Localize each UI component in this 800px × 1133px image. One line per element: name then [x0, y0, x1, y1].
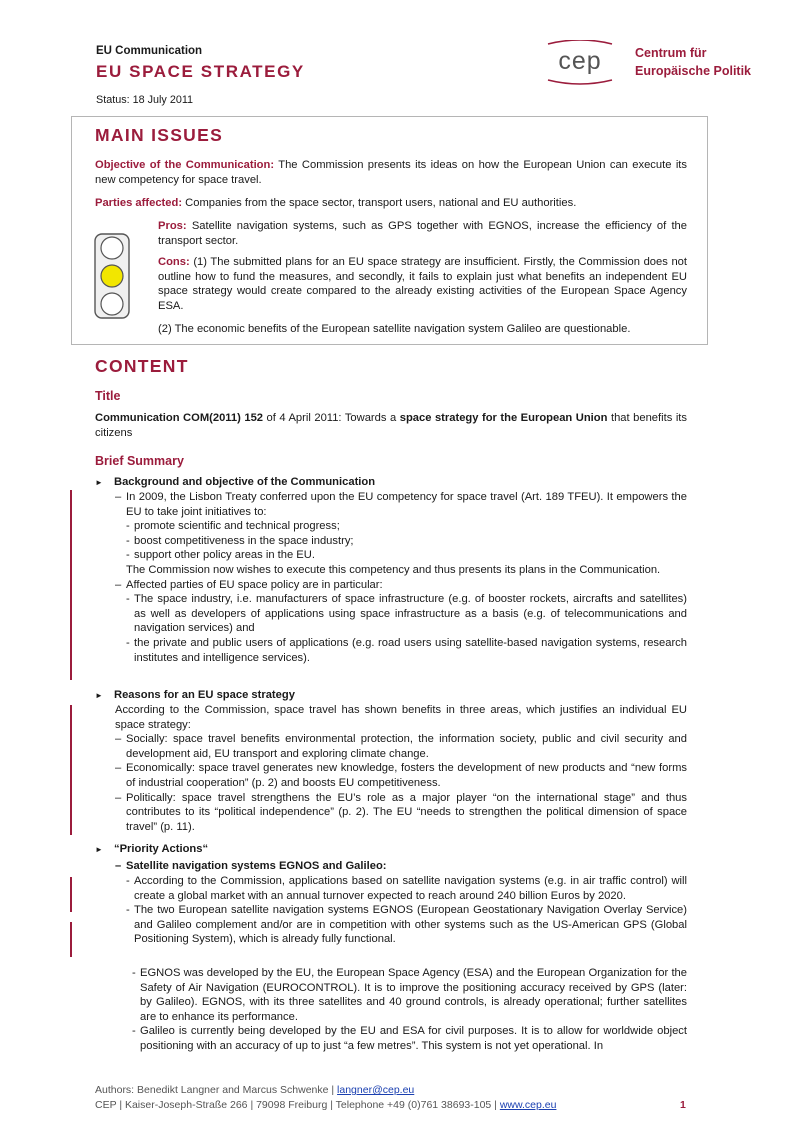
title-com-number: Communication COM(2011) 152	[95, 412, 264, 424]
list-item: – Socially: space travel benefits environmental protection, the information society, public and civil security and development aid, EU transport and exploring climate change.	[115, 733, 687, 760]
list-item-text: The two European satellite navigation systems EGNOS (European Geostationary Navigation Overlay Service) and Galileo complement and/or are in competition with other systems such as the US-American GPS (Global Positioning System), which is already fully functional.	[134, 904, 687, 946]
section-reasons-body	[115, 703, 687, 834]
title-paragraph	[95, 411, 687, 440]
list-item-text: boost competitiveness in the space industry;	[134, 534, 354, 547]
list-item: – Economically: space travel generates new knowledge, fosters the development of new products and “new forms of industrial cooperation” (p. 2) and boosts EU competitiveness.	[115, 762, 687, 789]
traffic-light-middle-lit	[101, 265, 123, 287]
logo-text	[635, 44, 751, 80]
arrow-bullet-icon: ►	[95, 478, 103, 487]
document-title: EU SPACE STRATEGY	[96, 62, 305, 81]
cons-label: Cons:	[158, 256, 190, 268]
title-text-b: that benefits its citizens	[95, 412, 688, 439]
content-heading: CONTENT	[95, 356, 189, 376]
cons-text: (1) The submitted plans for an EU space strategy are insufficient. Firstly, the Commission does not outline how to fund the measures, and secondly, it fails to explain just what benefits an independent EU space strategy would create compared to the already existing activities of the European Space Agency ESA.	[158, 256, 687, 312]
footer-authors-text: Authors: Benedikt Langner and Marcus Schwenke |	[95, 1084, 338, 1096]
list-item-text: the private and public users of applications (e.g. road users using satellite-based navigation systems, research institutes and intelligence services).	[134, 636, 687, 664]
list-item-text: Socially: space travel benefits environmental protection, the information society, public and civil security and development aid, EU transport and exploring climate change.	[126, 733, 687, 760]
traffic-light-top	[101, 237, 123, 259]
section-reasons-heading-text: Reasons for an EU space strategy	[114, 689, 295, 701]
title-heading: Title	[95, 389, 121, 403]
paragraph: According to the Commission, space travel has shown benefits in three areas, which justifies an individual EU space strategy:	[115, 704, 687, 731]
satnav-subheading-text: Satellite navigation systems EGNOS and Galileo:	[126, 860, 387, 872]
objective-label: Objective of the Communication:	[95, 159, 275, 171]
satnav-sublist	[132, 966, 687, 1054]
title-strategy-name: space strategy for the European Union	[399, 412, 608, 424]
pros-label: Pros:	[158, 220, 187, 232]
pros-text: Satellite navigation systems, such as GPS together with EGNOS, increase the efficiency of the transport sector.	[158, 220, 687, 247]
list-item: - EGNOS was developed by the EU, the European Space Agency (ESA) and the European Organization for the Safety of Air Navigation (EUROCONTROL). It is to improve the positioning accuracy received by GPS (later: by Galileo). EGNOS, with its three satellites and 40 ground controls, is already operational; further satellites are to enhance its performance.	[132, 967, 687, 1023]
list-item-text: In 2009, the Lisbon Treaty conferred upon the EU competency for space travel (Art. 189 TFEU). It empowers the EU to take joint initiatives to:	[126, 491, 687, 518]
list-item-text: According to the Commission, applications based on satellite navigation systems (e.g. in air traffic control) will create a global market with an annual turnover expected to reach around 240 billion Euros by 2020.	[134, 875, 687, 902]
logo-text-line-2: Europäische Politik	[635, 64, 752, 78]
list-item: – Politically: space travel strengthens the EU’s role as a major player “on the international stage” and thus contributes to its “political independence” (p. 2). The EU “needs to strengthen the political dimension of space travel” (p. 11).	[115, 791, 687, 833]
margin-bar	[70, 705, 72, 835]
section-background-body	[115, 490, 687, 665]
list-item: – Affected parties of EU space policy are in particular:	[115, 578, 383, 591]
list-item-text: support other policy areas in the EU.	[134, 549, 315, 562]
section-background-heading	[95, 475, 375, 491]
footer-address-text: CEP | Kaiser-Joseph-Straße 266 | 79098 Freiburg | Telephone +49 (0)761 38693-105 |	[95, 1099, 500, 1111]
cep-logo	[540, 40, 620, 86]
logo-arc-top	[548, 40, 612, 44]
list-item-text: Galileo is currently being developed by the EU and ESA for civil purposes. It is to allow for worldwide object positioning with an accuracy of up to just “a few metres”. This system is not yet operational. In	[140, 1025, 687, 1052]
footer-authors	[95, 1083, 414, 1098]
parties-paragraph	[95, 196, 687, 211]
arrow-bullet-icon: ►	[95, 691, 103, 700]
brief-summary-heading: Brief Summary	[95, 454, 184, 468]
main-issues-heading: MAIN ISSUES	[95, 125, 224, 145]
website-link[interactable]: www.cep.eu	[499, 1099, 557, 1111]
section-reasons-heading	[95, 688, 295, 704]
cons-paragraph-2: (2) The economic benefits of the European satellite navigation system Galileo are questionable.	[158, 323, 631, 335]
author-email-link[interactable]: langner@cep.eu	[337, 1084, 415, 1096]
list-item: – In 2009, the Lisbon Treaty conferred upon the EU competency for space travel (Art. 189 TFEU). It empowers the EU to take joint initiatives to:	[115, 491, 687, 518]
traffic-light-icon	[94, 233, 130, 319]
bullet-list	[115, 592, 687, 665]
list-item: - The space industry, i.e. manufacturers of space infrastructure (e.g. of booster rockets, aircrafts and satellites) as well as developers of applications using space infrastructure as a basis (e.g. of telecommunications and navigation services) and	[126, 593, 687, 635]
list-item: - Galileo is currently being developed by the EU and ESA for civil purposes. It is to allow for worldwide object positioning with an accuracy of up to just “a few metres”. This system is not yet operational. In	[132, 1025, 687, 1052]
traffic-light-bottom	[101, 293, 123, 315]
section-priority-heading-text: “Priority Actions“	[114, 843, 209, 855]
list-item-text: The space industry, i.e. manufacturers of space infrastructure (e.g. of booster rockets, aircrafts and satellites) as well as developers of applications using space infrastructure as a basis (e.g. of telecommunications and navigation services) and	[134, 593, 687, 635]
list-item: - the private and public users of applications (e.g. road users using satellite-based navigation systems, research institutes and intelligence services).	[126, 636, 687, 664]
parties-text: Companies from the space sector, transport users, national and EU authorities.	[185, 197, 577, 209]
document-type: EU Communication	[96, 45, 203, 57]
margin-bar	[70, 877, 72, 912]
list-item: - support other policy areas in the EU.	[126, 549, 315, 562]
footer-address	[95, 1098, 556, 1113]
satnav-subheading: – Satellite navigation systems EGNOS and Galileo:	[115, 860, 387, 872]
list-item-text: EGNOS was developed by the EU, the European Space Agency (ESA) and the European Organization for the Safety of Air Navigation (EUROCONTROL). It is to improve the positioning accuracy received by GPS (later: by Galileo). EGNOS, with its three satellites and 40 ground controls, is already operational; further satellites are to enhance its performance.	[140, 967, 687, 1023]
objective-paragraph	[95, 158, 687, 187]
paragraph: The Commission now wishes to execute this competency and thus presents its plans in the Communication.	[126, 563, 661, 576]
logo-wordmark: cep	[558, 47, 602, 75]
list-item: - The two European satellite navigation systems EGNOS (European Geostationary Navigation Overlay Service) and Galileo complement and/or are in competition with other systems such as the US-American GPS (Global Positioning System), which is already fully functional.	[126, 904, 687, 946]
bullet-list	[115, 519, 687, 577]
section-background-heading-text: Background and objective of the Communication	[114, 476, 376, 488]
cons-paragraph	[158, 255, 687, 313]
pros-paragraph	[158, 219, 687, 248]
margin-bar	[70, 490, 72, 680]
list-item: - boost competitiveness in the space industry;	[126, 534, 354, 547]
margin-bar	[70, 922, 72, 957]
list-item-text: Politically: space travel strengthens the EU’s role as a major player “on the international stage” and thus contributes to its “political independence” (p. 2). The EU “needs to strengthen the political dimension of space travel” (p. 11).	[126, 791, 687, 833]
section-priority-heading	[95, 842, 208, 858]
parties-label: Parties affected:	[95, 197, 183, 209]
title-text-a: of 4 April 2011: Towards a	[263, 412, 400, 424]
list-item-text: Affected parties of EU space policy are in particular:	[126, 578, 383, 591]
list-item: - promote scientific and technical progress;	[126, 520, 340, 533]
page-number: 1	[680, 1099, 686, 1111]
list-item-text: Economically: space travel generates new knowledge, fosters the development of new products and “new forms of industrial cooperation” (p. 2) and boosts EU competitiveness.	[126, 762, 687, 789]
list-item: - According to the Commission, applications based on satellite navigation systems (e.g. in air traffic control) will create a global market with an annual turnover expected to reach around 240 billion Euros by 2020.	[126, 875, 687, 902]
list-item-text: promote scientific and technical progress;	[134, 520, 340, 533]
logo-text-line-1: Centrum für	[635, 46, 707, 60]
satnav-list	[126, 874, 687, 947]
arrow-bullet-icon: ►	[95, 845, 103, 854]
objective-text: The Commission presents its ideas on how the European Union can execute its new competency for space travel.	[95, 159, 688, 186]
document-status: Status: 18 July 2011	[96, 94, 194, 106]
logo-arc-bottom	[548, 80, 612, 84]
